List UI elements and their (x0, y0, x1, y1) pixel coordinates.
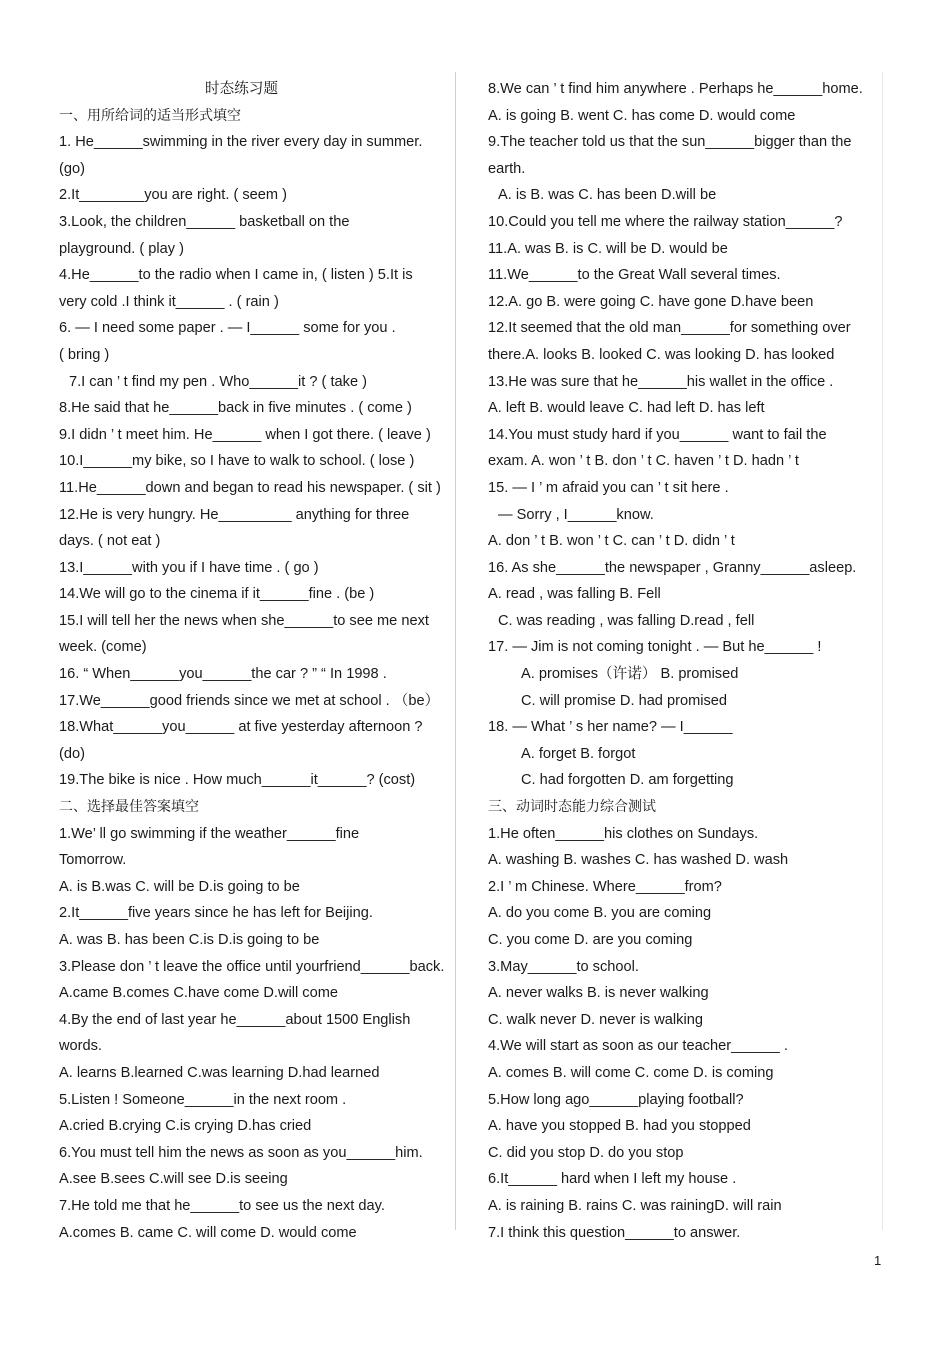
option-line: A. is raining B. rains C. was rainingD. will rain (488, 1197, 782, 1214)
question-line: 12.He is very hungry. He_________ anything for three (59, 506, 410, 523)
question-line: very cold .I think it______ . ( rain ) (59, 293, 279, 310)
option-line: C. will promise D. had promised (521, 692, 728, 709)
option-line: A. comes B. will come C. come D. is coming (488, 1064, 774, 1081)
question-line: 4.He______to the radio when I came in, ( listen ) 5.It is (59, 267, 413, 284)
question-line: 16. As she______the newspaper , Granny______asleep. (488, 559, 857, 576)
option-line: A. learns B.learned C.was learning D.had learned (59, 1064, 380, 1081)
question-line: 15. — I ’ m afraid you can ’ t sit here . (488, 479, 729, 496)
option-line: C. walk never D. never is walking (488, 1011, 703, 1028)
option-line: A. is B. was C. has been D.will be (498, 187, 717, 204)
option-line: 11.A. was B. is C. will be D. would be (488, 240, 728, 257)
question-line: Tomorrow. (59, 852, 127, 869)
option-line: A. left B. would leave C. had left D. has left (488, 400, 765, 417)
question-line: 7.I think this question______to answer. (488, 1224, 741, 1241)
question-line: 11.He______down and began to read his newspaper. ( sit ) (59, 479, 441, 496)
question-line: 3.Look, the children______ basketball on the (59, 213, 350, 230)
option-line: exam. A. won ’ t B. don ’ t C. haven ’ t D. hadn ’ t (488, 453, 799, 470)
question-line: 4.By the end of last year he______about 1500 English (59, 1011, 411, 1028)
option-line: C. did you stop D. do you stop (488, 1144, 684, 1161)
question-line: 8.We can ’ t find him anywhere . Perhaps he______home. (488, 81, 863, 97)
question-line: 14.You must study hard if you______ want to fail the (488, 426, 827, 443)
question-line: 15.I will tell her the news when she______to see me next (59, 612, 429, 629)
question-line: 2.It______five years since he has left for Beijing. (59, 905, 373, 922)
question-line: 4.We will start as soon as our teacher______ . (488, 1038, 788, 1055)
question-line: 5.How long ago______playing football? (488, 1091, 744, 1108)
option-line: A. is going B. went C. has come D. would come (488, 107, 796, 124)
question-line: 14.We will go to the cinema if it______fine . (be ) (59, 586, 375, 603)
question-line: earth. (488, 160, 526, 177)
option-line: A. do you come B. you are coming (488, 905, 712, 922)
option-line: A.comes B. came C. will come D. would come (59, 1224, 357, 1241)
option-line: 12.A. go B. were going C. have gone D.have been (488, 293, 814, 310)
question-line: 2.It________you are right. ( seem ) (59, 187, 287, 204)
question-line: 19.The bike is nice . How much______it______? (cost) (59, 772, 416, 789)
option-line: C. was reading , was falling D.read , fell (498, 612, 755, 629)
option-line: A.cried B.crying C.is crying D.has cried (59, 1118, 312, 1135)
section-heading: 三、动词时态能力综合测试 (488, 799, 656, 816)
option-line: A. was B. has been C.is D.is going to be (59, 932, 320, 948)
question-line: playground. ( play ) (59, 240, 184, 257)
question-line: 17.We______good friends since we met at school . （be） (59, 692, 440, 709)
question-line: 3.May______to school. (488, 958, 639, 975)
question-line: 9.The teacher told us that the sun______bigger than the (488, 134, 852, 151)
option-line: A.came B.comes C.have come D.will come (59, 985, 338, 1002)
question-line: 1. He______swimming in the river every day in summer. (59, 134, 423, 151)
question-line: 18.What______you______ at five yesterday afternoon ? (59, 719, 423, 736)
section-heading: 一、用所给词的适当形式填空 (59, 107, 241, 124)
question-line: — Sorry , I______know. (498, 506, 654, 523)
question-line: ( bring ) (59, 346, 110, 363)
question-line: words. (59, 1038, 102, 1055)
question-line: 13.He was sure that he______his wallet in the office . (488, 373, 834, 390)
question-line: 5.Listen ! Someone______in the next room . (59, 1091, 347, 1108)
question-line: 10.I______my bike, so I have to walk to school. ( lose ) (59, 453, 415, 470)
question-line: 2.I ’ m Chinese. Where______from? (488, 878, 722, 895)
right-border (882, 72, 883, 1230)
section-heading: 二、选择最佳答案填空 (59, 799, 199, 816)
question-line: 9.I didn ’ t meet him. He______ when I got there. ( leave ) (59, 426, 431, 443)
option-line: A. forget B. forgot (521, 745, 636, 762)
option-line: A. don ’ t B. won ’ t C. can ’ t D. didn ’ t (488, 533, 735, 550)
question-line: 7.I can ’ t find my pen . Who______it ? ( take ) (69, 373, 367, 390)
right-column (488, 76, 882, 1246)
question-line: 11.We______to the Great Wall several times. (488, 267, 781, 284)
question-line: 10.Could you tell me where the railway station______? (488, 213, 843, 230)
option-line: A. washing B. washes C. has washed D. wash (488, 852, 789, 869)
option-line: A. never walks B. is never walking (488, 985, 709, 1002)
question-line: (go) (59, 160, 85, 177)
question-line: week. (come) (59, 639, 147, 656)
option-line: A. is B.was C. will be D.is going to be (59, 878, 300, 895)
document-title: 时态练习题 (205, 81, 278, 97)
question-line: 1.We’ ll go swimming if the weather______fine (59, 825, 360, 842)
option-line: A. promises（许诺） B. promised (521, 666, 739, 683)
question-line: days. ( not eat ) (59, 533, 161, 550)
question-line: 3.Please don ’ t leave the office until yourfriend______back. (59, 958, 445, 975)
option-line: C. you come D. are you coming (488, 932, 693, 948)
option-line: there.A. looks B. looked C. was looking D. has looked (488, 346, 835, 363)
option-line: A.see B.sees C.will see D.is seeing (59, 1171, 288, 1188)
question-line: 1.He often______his clothes on Sundays. (488, 825, 759, 842)
question-line: 6. — I need some paper . — I______ some for you . (59, 320, 396, 337)
question-line: 6.It______ hard when I left my house . (488, 1171, 737, 1188)
question-line: 13.I______with you if I have time . ( go ) (59, 559, 319, 576)
question-line: (do) (59, 745, 85, 762)
option-line: C. had forgotten D. am forgetting (521, 772, 734, 789)
column-divider (455, 72, 456, 1230)
question-line: 17. — Jim is not coming tonight . — But he______ ! (488, 639, 822, 656)
left-column (59, 76, 451, 1246)
page-number: 1 (874, 1253, 882, 1268)
question-line: 12.It seemed that the old man______for something over (488, 320, 851, 337)
question-line: 18. — What ’ s her name? — I______ (488, 719, 733, 736)
question-line: 8.He said that he______back in five minutes . ( come ) (59, 400, 412, 417)
question-line: 7.He told me that he______to see us the next day. (59, 1197, 385, 1214)
question-line: 16. “ When______you______the car ? ” “ In 1998 . (59, 666, 387, 683)
option-line: A. read , was falling B. Fell (488, 586, 661, 603)
question-line: 6.You must tell him the news as soon as you______him. (59, 1144, 423, 1161)
option-line: A. have you stopped B. had you stopped (488, 1118, 751, 1135)
